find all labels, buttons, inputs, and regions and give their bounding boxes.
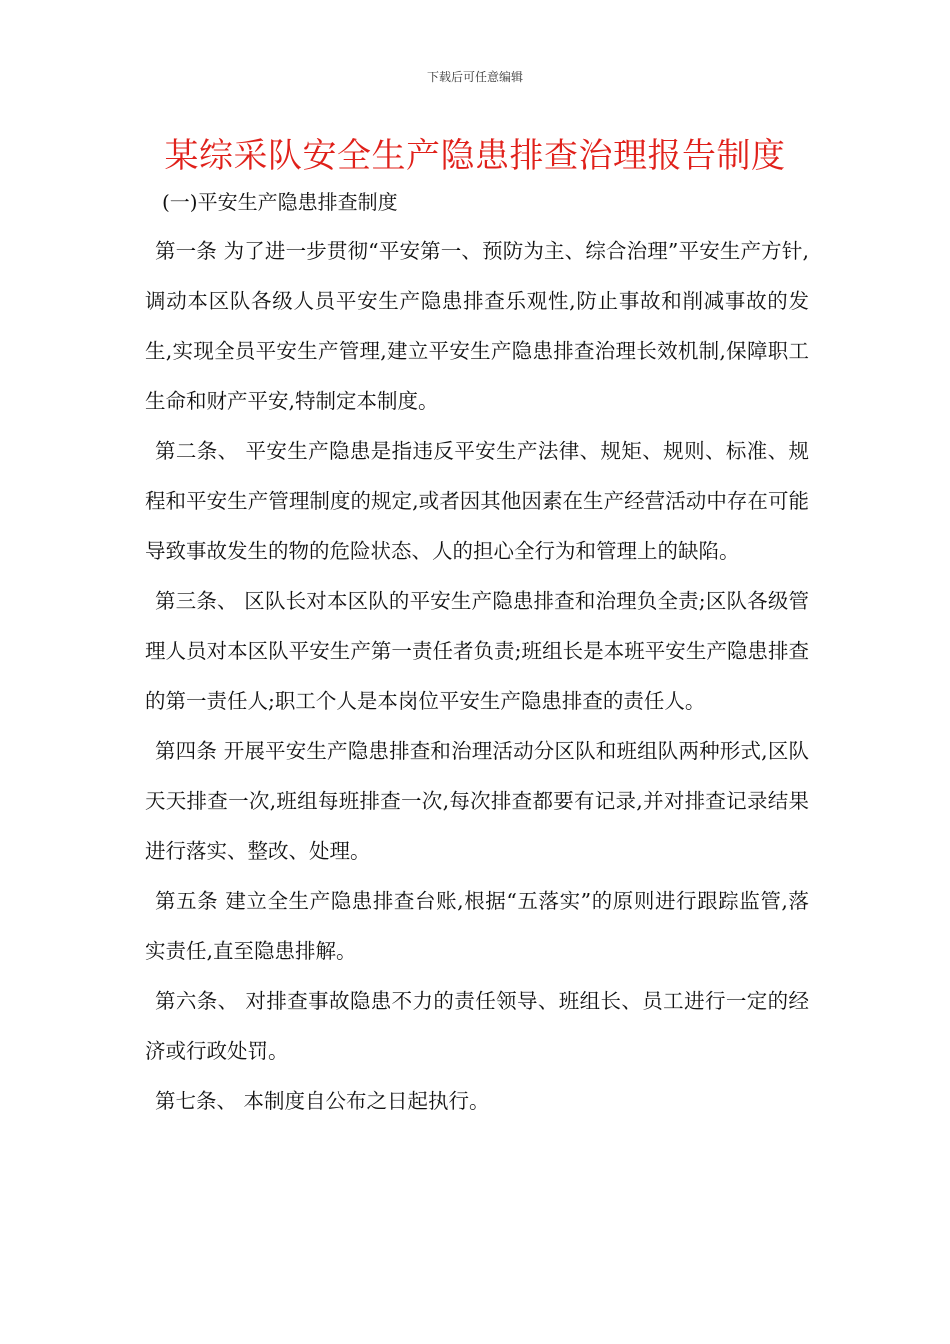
document-body <box>145 226 809 1126</box>
document-title: 某综采队安全生产隐患排查治理报告制度 <box>164 136 786 176</box>
header-note: 下载后可任意编辑 <box>426 70 523 84</box>
article-4: 第四条 开展平安生产隐患排查和治理活动分区队和班组队两种形式,区队天天排查一次,班组每班排查一次,每次排查都要有记录,并对排查记录结果进行落实、整改、处理。 <box>145 739 809 863</box>
article-3: 第三条、 区队长对本区队的平安生产隐患排查和治理负全责;区队各级管理人员对本区队平安生产第一责任者负责;班组长是本班平安生产隐患排查的第一责任人;职工个人是本岗位平安生产隐患排查的责任人。 <box>145 589 809 713</box>
article-5: 第五条 建立全生产隐患排查台账,根据“五落实”的原则进行跟踪监管,落实责任,直至隐患排解。 <box>145 889 809 963</box>
article-6: 第六条、 对排查事故隐患不力的责任领导、班组长、员工进行一定的经济或行政处罚。 <box>145 989 809 1063</box>
section-heading: (一)平安生产隐患排查制度 <box>162 190 398 214</box>
article-2: 第二条、 平安生产隐患是指违反平安生产法律、规矩、规则、标准、规程和平安生产管理制度的规定,或者因其他因素在生产经营活动中存在可能导致事故发生的物的危险状态、人的担心全行为和管理上的缺陷。 <box>145 439 809 563</box>
article-7: 第七条、 本制度自公布之日起执行。 <box>155 1089 490 1113</box>
article-1: 第一条 为了进一步贯彻“平安第一、预防为主、综合治理”平安生产方针,调动本区队各级人员平安生产隐患排查乐观性,防止事故和削减事故的发生,实现全员平安生产管理,建立平安生产隐患排查治理长效机制,保障职工生命和财产平安,特制定本制度。 <box>145 239 809 413</box>
